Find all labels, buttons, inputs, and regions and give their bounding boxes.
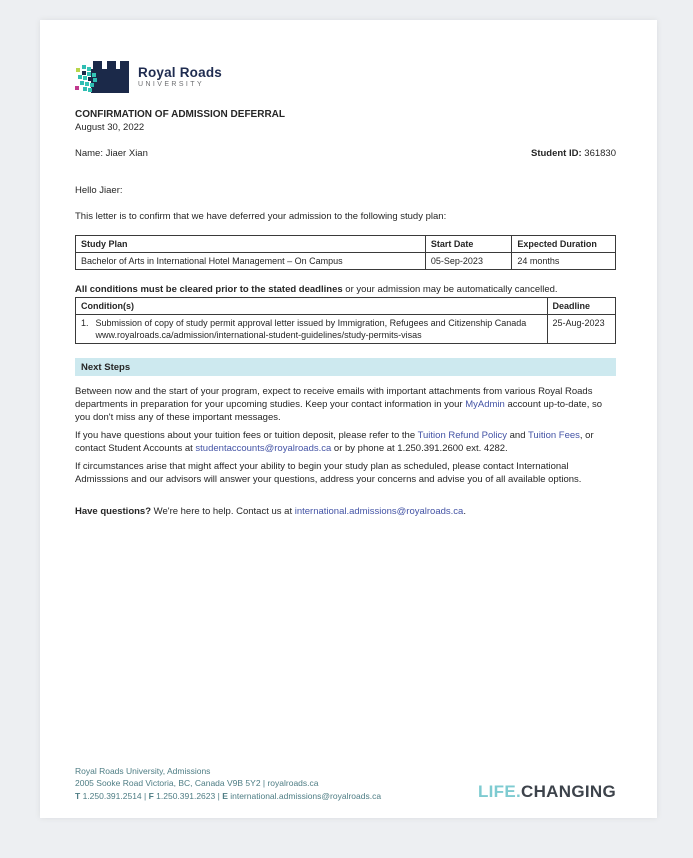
conditions-notice <box>75 283 616 296</box>
name-label: Name: <box>75 148 103 159</box>
paragraph-tuition <box>75 429 616 455</box>
tuition-refund-policy-link[interactable]: Tuition Refund Policy <box>417 430 507 441</box>
royal-roads-logo <box>75 60 616 94</box>
study-plan-cell: Bachelor of Arts in International Hotel Management – On Campus <box>76 253 426 270</box>
recipient-name <box>75 147 148 160</box>
student-accounts-email-link[interactable]: studentaccounts@royalroads.ca <box>195 443 332 454</box>
name-value: Jiaer Xian <box>105 148 148 159</box>
intro-paragraph: This letter is to confirm that we have deferred your admission to the following study plan: <box>75 211 447 222</box>
footer-address-line: 2005 Sooke Road Victoria, BC, Canada V9B 5Y2 | royalroads.ca <box>75 778 319 788</box>
have-questions-bold: Have questions? <box>75 506 152 517</box>
conditions-notice-rest: or your admission may be automatically cancelled. <box>342 284 558 295</box>
brand-name: Royal Roads <box>138 64 222 80</box>
student-id-label: Student ID: <box>530 148 582 159</box>
footer-org-line: Royal Roads University, Admissions <box>75 765 211 776</box>
condition-url: www.royalroads.ca/admission/international-student-guidelines/study-permits-visas <box>95 330 422 340</box>
footer-email-value: international.admissions@royalroads.ca <box>227 790 382 801</box>
footer-phone-line <box>75 790 381 803</box>
condition-cell <box>76 315 548 344</box>
study-plan-row <box>76 253 616 270</box>
have-questions-line <box>75 505 616 518</box>
tagline-life: LIFE. <box>477 782 522 801</box>
royal-roads-castle-icon <box>75 61 129 94</box>
start-date-header: Start Date <box>425 236 511 253</box>
deadline-cell: 25-Aug-2023 <box>547 315 615 344</box>
study-plan-header: Study Plan <box>76 236 426 253</box>
condition-row <box>76 315 616 344</box>
tuition-fees-link[interactable]: Tuition Fees <box>527 430 580 441</box>
student-id <box>531 147 616 160</box>
letter-page <box>40 20 657 818</box>
greeting: Hello Jiaer: <box>75 185 123 196</box>
tagline-changing: CHANGING <box>521 782 616 801</box>
start-date-cell: 05-Sep-2023 <box>425 253 511 270</box>
paragraph-tuition-text-3: , or contact Student Accounts at <box>75 430 594 454</box>
conditions-notice-bold: All conditions must be cleared prior to the stated deadlines <box>75 284 343 295</box>
duration-header: Expected Duration <box>512 236 616 253</box>
study-plan-header-row <box>76 236 616 253</box>
footer-tel-label: T <box>75 790 81 801</box>
logo-wordmark <box>138 66 222 89</box>
have-questions-text: We're here to help. Contact us at <box>151 506 295 517</box>
footer-fax-value: 1.250.391.2623 | <box>153 790 223 801</box>
footer-contact-block <box>75 765 381 803</box>
letter-title: CONFIRMATION OF ADMISSION DEFERRAL <box>75 109 285 120</box>
conditions-table <box>75 297 616 344</box>
next-steps-heading: Next Steps <box>75 358 616 376</box>
deadline-header: Deadline <box>547 298 615 315</box>
footer-tel-value: 1.250.391.2514 | <box>80 790 149 801</box>
condition-text: Submission of copy of study permit approval letter issued by Immigration, Refugees and Citizenship Canada <box>95 318 527 328</box>
letter-date: August 30, 2022 <box>75 122 145 133</box>
paragraph-tuition-text: If you have questions about your tuition fees or tuition deposit, please refer to the <box>75 430 418 441</box>
letter-footer <box>75 765 616 803</box>
footer-email-label: E <box>222 790 228 801</box>
paragraph-emails <box>75 385 616 424</box>
paragraph-tuition-text-4: or by phone at 1.250.391.2600 ext. 4282. <box>331 443 508 454</box>
brand-subtitle: UNIVERSITY <box>138 80 205 88</box>
paragraph-circumstances: If circumstances arise that might affect your ability to begin your study plan as scheduled, please contact International Admisssions and our advisors will answer your questions, address your concerns and advise you of all available options. <box>75 461 582 485</box>
paragraph-emails-text-2: account up-to-date, so you don't miss any of these important messages. <box>75 399 603 423</box>
life-changing-tagline <box>478 782 616 802</box>
paragraph-emails-text: Between now and the start of your program, expect to receive emails with important attachments from various Royal Roads departments in preparation for your upcoming studies. Keep your contact information in your <box>75 386 593 410</box>
paragraph-tuition-text-2: and <box>507 430 528 441</box>
condition-header: Condition(s) <box>76 298 548 315</box>
myadmin-link[interactable]: MyAdmin <box>465 399 505 410</box>
duration-cell: 24 months <box>512 253 616 270</box>
study-plan-table <box>75 235 616 270</box>
recipient-row <box>75 147 616 160</box>
condition-number: 1. <box>81 318 89 328</box>
conditions-header-row <box>76 298 616 315</box>
international-admissions-email-link[interactable]: international.admissions@royalroads.ca <box>294 506 464 517</box>
footer-fax-label: F <box>148 790 154 801</box>
have-questions-period: . <box>463 506 466 517</box>
student-id-value: 361830 <box>584 148 616 159</box>
